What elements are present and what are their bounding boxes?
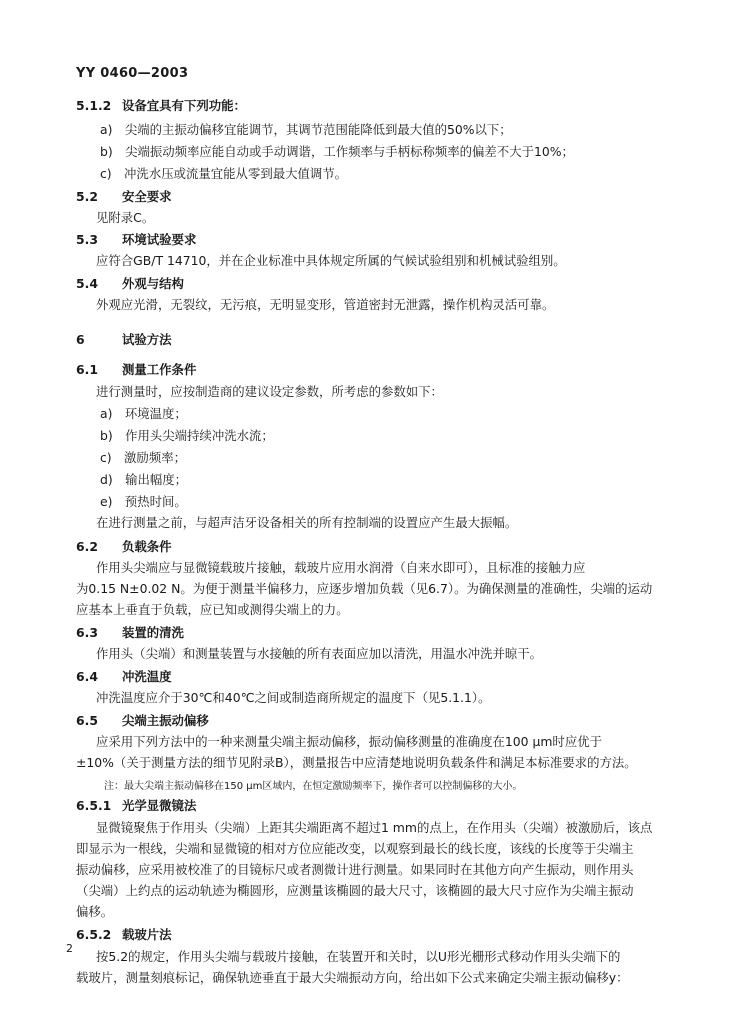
paragraph: 在进行测量之前，与超声洁牙设备相关的所有控制端的设置应产生最大振幅。 [96, 515, 518, 530]
list-item: c) 冲洗水压或流量宜能从零到最大值调节。 [100, 166, 348, 181]
section-heading: 6.4 冲洗温度 [76, 669, 172, 684]
paragraph: 显微镜聚焦于作用头（尖端）上距其尖端距离不超过1 mm的点上，在作用头（尖端）被激励后，该点 [96, 820, 653, 835]
standard-code-header: YY 0460—2003 [76, 66, 189, 81]
paragraph: 即显示为一根线，尖端和显微镜的相对方位应能改变，以观察到最长的线长度，该线的长度等于尖端主 [76, 841, 634, 856]
paragraph: （尖端）上约点的运动轨迹为椭圆形，应测量该椭圆的最大尺寸，该椭圆的最大尺寸应作为尖端主振动 [76, 883, 634, 898]
list-item: d) 输出幅度； [100, 472, 188, 487]
paragraph: 外观应光滑，无裂纹，无污痕，无明显变形，管道密封无泄露，操作机构灵活可靠。 [96, 297, 555, 312]
section-heading: 5.3 环境试验要求 [76, 232, 197, 247]
list-item: a) 环境温度； [100, 406, 187, 421]
section-heading: 5.1.2 设备宜具有下列功能： [76, 98, 246, 113]
section-heading: 6.5 尖端主振动偏移 [76, 713, 209, 728]
paragraph: 应采用下列方法中的一种来测量尖端主振动偏移，振动偏移测量的准确度在100 μm时应优于 [96, 734, 602, 749]
paragraph: 偏移。 [76, 904, 114, 919]
paragraph: 应符合GB/T 14710，并在企业标准中具体规定所属的气候试验组别和机械试验组别。 [96, 253, 566, 268]
section-heading: 6.2 负载条件 [76, 539, 172, 554]
paragraph: 冲洗温度应介于30℃和40℃之间或制造商所规定的温度下（见5.1.1）。 [96, 690, 491, 705]
list-item: b) 作用头尖端持续冲洗水流； [100, 428, 274, 443]
list-item: c) 激励频率； [100, 450, 186, 465]
section-heading: 5.4 外观与结构 [76, 276, 184, 291]
chapter-heading: 6 试验方法 [76, 332, 172, 347]
page-number: 2 [66, 942, 73, 955]
list-item: a) 尖端的主振动偏移宜能调节，其调节范围能降低到最大值的50%以下； [100, 122, 512, 137]
section-heading: 6.1 测量工作条件 [76, 362, 197, 377]
paragraph: 进行测量时，应按制造商的建议设定参数，所考虑的参数如下： [96, 384, 443, 399]
paragraph: 见附录C。 [96, 210, 155, 225]
paragraph: 按5.2的规定，作用头尖端与载玻片接触，在装置开和关时，以U形光栅形式移动作用头尖端下的 [96, 949, 621, 964]
paragraph: 为0.15 N±0.02 N。为便于测量半偏移力，应逐步增加负载（见6.7）。为确保测量的准确性，尖端的运动 [76, 581, 653, 596]
note: 注：最大尖端主振动偏移在150 μm区域内，在恒定激励频率下，操作者可以控制偏移的大小。 [104, 781, 523, 792]
section-heading: 5.2 安全要求 [76, 189, 172, 204]
paragraph: 作用头尖端应与显微镜载玻片接触，载玻片应用水润滑（自来水即可），且标准的接触力应 [96, 560, 586, 575]
paragraph: 载玻片，测量刻痕标记，确保轨迹垂直于最大尖端振动方向，给出如下公式来确定尖端主振动偏移y： [76, 970, 629, 985]
paragraph: 振动偏移，应采用被校准了的目镜标尺或者测微计进行测量。如果同时在其他方向产生振动，则作用头 [76, 862, 634, 877]
paragraph: ±10%（关于测量方法的细节见附录B），测量报告中应清楚地说明负载条件和满足本标准要求的方法。 [76, 755, 637, 770]
paragraph: 作用头（尖端）和测量装置与水接触的所有表面应加以清洗，用温水冲洗并晾干。 [96, 646, 543, 661]
section-heading: 6.5.2 载玻片法 [76, 927, 172, 942]
section-heading: 6.3 装置的清洗 [76, 625, 184, 640]
list-item: e) 预热时间。 [100, 494, 187, 509]
section-heading: 6.5.1 光学显微镜法 [76, 798, 197, 813]
list-item: b) 尖端振动频率应能自动或手动调谐，工作频率与手柄标称频率的偏差不大于10%； [100, 144, 574, 159]
paragraph: 应基本上垂直于负载，应已知或测得尖端上的力。 [76, 602, 349, 617]
